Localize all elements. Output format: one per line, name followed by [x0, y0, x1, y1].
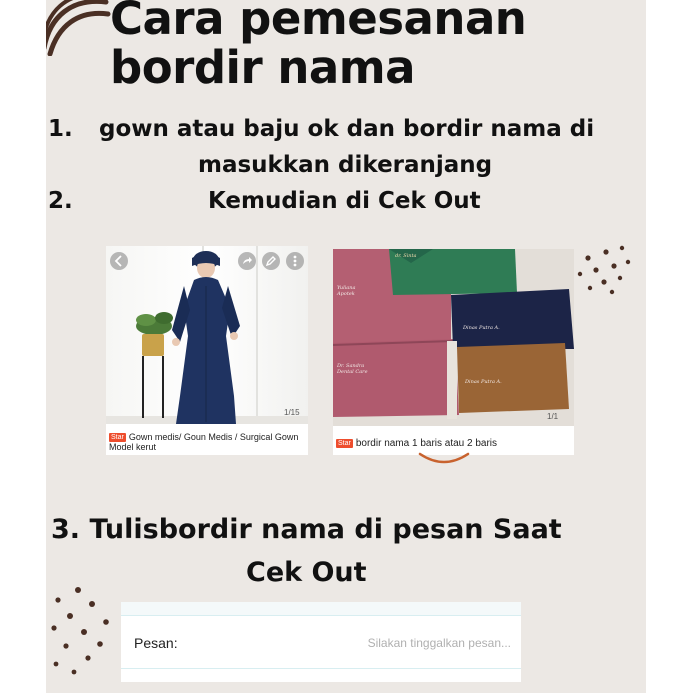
svg-text:dr. Sinta: dr. Sinta — [395, 253, 417, 259]
product-card-bordir[interactable] — [333, 249, 574, 455]
image-counter: 1/15 — [284, 408, 300, 417]
dots-decoration-left-icon — [48, 582, 118, 676]
star-seller-badge: Star — [338, 440, 351, 447]
share-icon[interactable] — [238, 252, 256, 270]
svg-text:Yuliana: Yuliana — [337, 285, 356, 291]
product-card-gown[interactable] — [106, 246, 308, 455]
svg-text:Apotek: Apotek — [337, 291, 355, 297]
title-line-1: Cara pemesanan — [110, 0, 527, 45]
step-1-text: gown atau baju ok dan bordir nama di — [99, 116, 595, 142]
edit-icon[interactable] — [262, 252, 280, 270]
gown-model-illustration — [106, 246, 308, 424]
step-2-number: 2. — [48, 188, 73, 214]
product-title: Gown medis/ Goun Medis / Surgical Gown Model kerut — [109, 432, 299, 452]
poster-canvas — [46, 0, 646, 693]
form-divider — [121, 668, 521, 669]
step-2-text: Kemudian di Cek Out — [208, 188, 481, 214]
message-input[interactable] — [281, 632, 511, 654]
title-line-2: bordir nama — [110, 41, 415, 94]
step-1-text-continued: masukkan dikeranjang — [198, 152, 493, 178]
svg-text:Dinas Putra A.: Dinas Putra A. — [465, 379, 502, 385]
message-label: Pesan: — [134, 635, 178, 651]
step-3-text: 3. Tulisbordir nama di pesan Saat — [51, 514, 562, 545]
order-note-form — [121, 602, 521, 682]
step-3-text-continued: Cek Out — [246, 557, 367, 588]
star-seller-badge: Star — [111, 434, 124, 441]
product-caption — [336, 439, 497, 449]
step-1-number: 1. — [48, 116, 73, 142]
svg-text:Dr. Sandra: Dr. Sandra — [337, 363, 365, 369]
product-caption — [109, 432, 305, 452]
svg-text:Dinas Putra A.: Dinas Putra A. — [463, 325, 500, 331]
image-counter: 1/1 — [547, 412, 559, 421]
arc-decoration-icon — [418, 452, 470, 466]
page-title — [110, 0, 526, 92]
product-title: bordir nama 1 baris atau 2 baris — [355, 438, 498, 449]
svg-text:Dental Care: Dental Care — [337, 369, 368, 375]
product-photo-bordir — [333, 249, 574, 426]
more-icon[interactable] — [286, 252, 304, 270]
product-photo-gown — [106, 246, 308, 424]
form-top-bar — [121, 602, 521, 616]
swirl-decoration-icon — [46, 0, 112, 56]
back-arrow-icon[interactable] — [110, 252, 128, 270]
scrubs-stack-illustration — [333, 249, 574, 426]
dots-decoration-right-icon — [574, 244, 634, 300]
